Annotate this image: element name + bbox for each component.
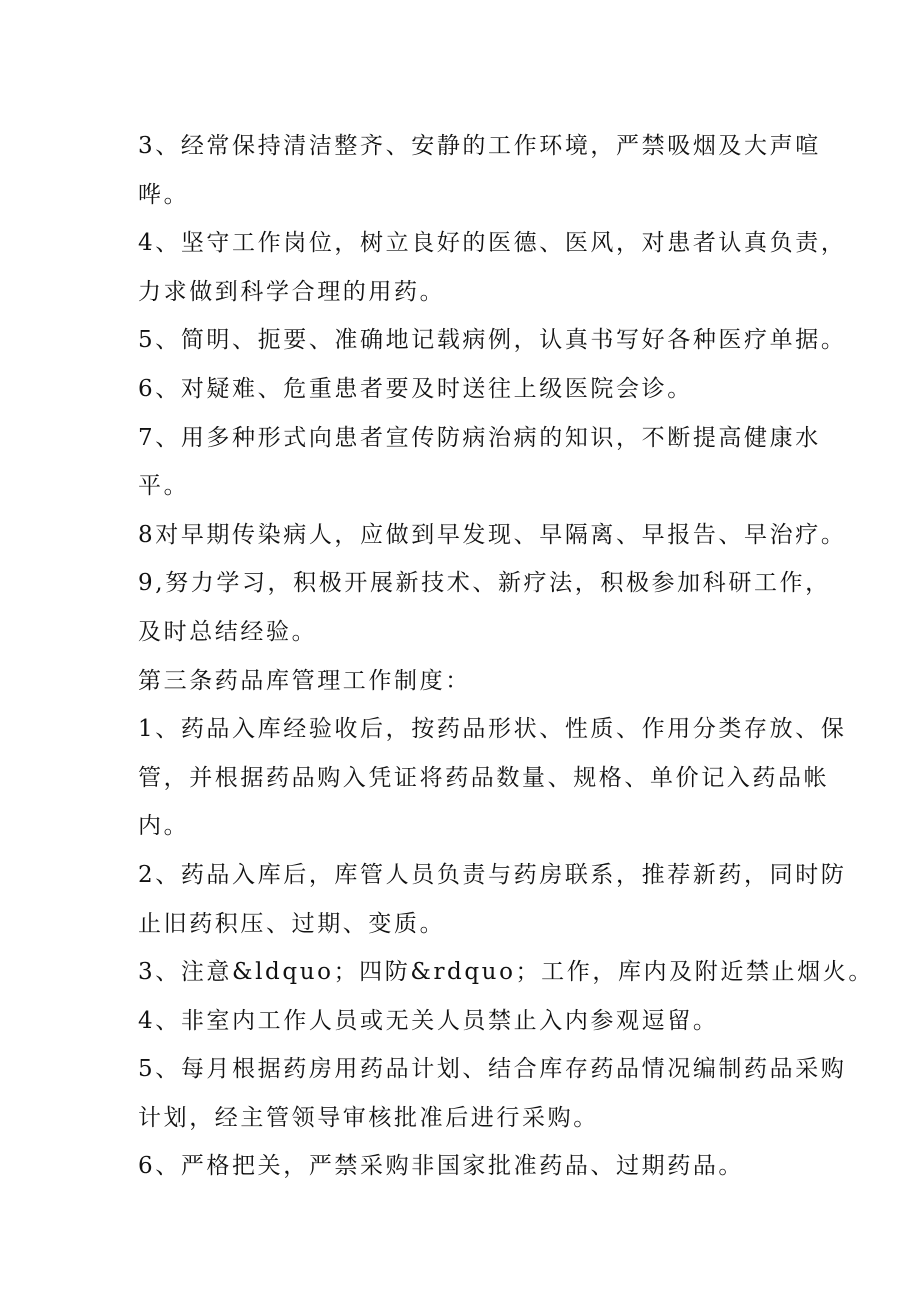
text-line: 5、每月根据药房用药品计划、结合库存药品情况编制药品采购 [138,1056,847,1083]
text-line: 内。 [138,813,190,840]
text-line: 及时总结经验。 [138,618,318,645]
section-heading: 第三条药品库管理工作制度： [138,667,471,694]
text-line: 2、药品入库后，库管人员负责与药房联系，推荐新药，同时防 [138,861,847,888]
text-line: 止旧药积压、过期、变质。 [138,910,446,937]
text-line: 3、注意&ldquo；四防&rdquo；工作，库内及附近禁止烟火。 [138,959,874,986]
text-line: 9,努力学习，积极开展新技术、新疗法，积极参加科研工作， [138,570,831,597]
text-line: 4、非室内工作人员或无关人员禁止入内参观逗留。 [138,1007,719,1034]
text-line: 哗。 [138,181,190,208]
text-line: 6、对疑难、危重患者要及时送往上级医院会诊。 [138,375,693,402]
text-line: 6、严格把关，严禁采购非国家批准药品、过期药品。 [138,1153,745,1180]
document-body [138,122,874,1191]
text-line: 8对早期传染病人，应做到早发现、早隔离、早报告、早治疗。 [138,521,847,548]
text-line: 管，并根据药品购入凭证将药品数量、规格、单价记入药品帐 [138,764,830,791]
text-line: 4、坚守工作岗位，树立良好的医德、医风，对患者认真负责， [138,230,847,257]
text-line: 计划，经主管领导审核批准后进行采购。 [138,1104,599,1131]
text-line: 5、简明、扼要、准确地记载病例，认真书写好各种医疗单据。 [138,327,847,354]
text-line: 7、用多种形式向患者宣传防病治病的知识，不断提高健康水 [138,424,821,451]
text-line: 平。 [138,473,190,500]
text-line: 3、经常保持清洁整齐、安静的工作环境，严禁吸烟及大声喧 [138,133,821,159]
text-line: 力求做到科学合理的用药。 [138,278,446,305]
text-line: 1、药品入库经验收后，按药品形状、性质、作用分类存放、保 [138,716,847,743]
